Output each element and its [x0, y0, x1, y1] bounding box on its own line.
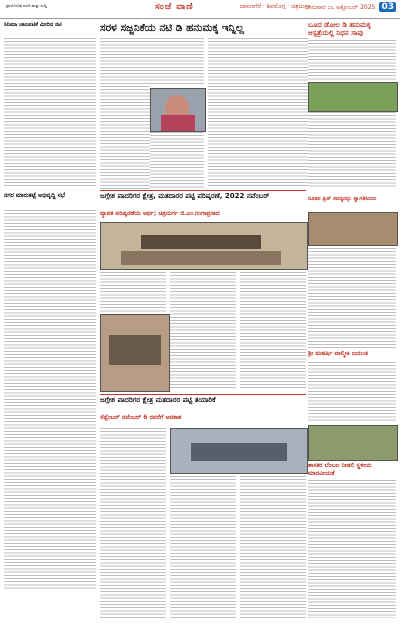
bottom-headline: ಜಗ್ಗೇಶ ಪಾದರಿಗರ ಕ್ಷೇತ್ರ ಮತದಾರರ ಪಟ್ಟಿ ತಯಾರಿಕೆ: [100, 396, 216, 404]
main-headline: ಸರಳ ಸಜ್ಜನಿಕೆಯ ನಟಿ ಡಿ ಹನುಮಕ್ಕ ಇನ್ನಿಲ್ಲ: [100, 22, 244, 34]
issue-date: ಭಾನುವಾರ ೦೬ ಅಕ್ಟೋಬರ್ 2025: [305, 4, 376, 11]
bottom-article-col-3: [240, 476, 306, 618]
top-right-headline: ಬೂದ ಡೋಲ ಡಿ ಹನುಮಕ್ಕ ಆಸ್ಪತ್ರೆಯಲ್ಲಿ ನಿಧನ ಸಾವು: [308, 21, 371, 37]
right-bottom-text: [308, 480, 396, 618]
main-article-col-1: [100, 38, 150, 138]
left-mid-headline: ನಗರ ಮಾರುಕಟ್ಟೆ ಅಭಿವೃದ್ಧಿ ಸಭೆ: [4, 192, 66, 199]
right-bottom-headline: ಶಾಸಕರ ಬೆಂಬಲ ನೀಡಲಿ ಸ್ಥಳೀಯ ಮಾನವೀಯತೆ: [308, 462, 372, 477]
left-top-headline: ಸಿನಿಮಾ ಚಟುವಟಿಕೆ ಮೀರಿದ ನಟಿ: [4, 22, 62, 28]
top-right-text: [308, 40, 396, 80]
divider-line-2: [100, 394, 306, 395]
bottom-article-col-2: [170, 476, 236, 618]
group-photo-1: [308, 82, 398, 112]
main-article-col-mid-2: [150, 132, 204, 188]
top-right-text-2: [308, 112, 396, 187]
main-article-col-2: [208, 38, 308, 188]
group-photo-3: [308, 425, 398, 461]
middle-subheadline: ವ್ಯಾಪಕ ಪರಿಷ್ಕರಣೆಯ ಆರ್ಥ; ಚಿತ್ರದುರ್ಗ ಜಿ.ಎಂ.ಗಂಗಾಪ್ರಸಾದ: [100, 210, 220, 217]
meeting-photo: [100, 222, 308, 270]
right-lower-headline: ಶ್ರೀ ಮಹರ್ಷಿ ವಾಲ್ಮೀಕಿ ಜಯಂತಿ: [308, 350, 369, 357]
middle-article-col-2: [170, 272, 236, 390]
bottom-subheadline: ಸೆಪ್ಟೆಂಬರ್ ನವೆಂಬರ್ 6 ರವರೆಗೆ ಅವಕಾಶ: [100, 414, 182, 421]
middle-article-col-3: [240, 272, 306, 390]
middle-headline: ಜಗ್ಗೇಶ ಪಾದರಿಗರ ಕ್ಷೇತ್ರ, ಮತದಾರರ ಪಟ್ಟಿ ಪರಿಷ್ಕರಣೆ, 2022 ನವೆಂಬರ್: [100, 192, 270, 200]
right-mid-headline: ನೂತನ ಪ್ರಿನ್ ಸದಸ್ಯರನ್ನು ಸ್ವಾಗತಿಸಿದರು: [308, 196, 377, 202]
main-article-col-mid: [150, 38, 204, 86]
right-lower-text: [308, 362, 396, 422]
left-column-text-2: [4, 210, 96, 590]
left-column-text-1: [4, 38, 96, 188]
masthead: [0, 0, 400, 19]
masthead-left-text: ಪ್ರಾಯೋಜಿತ ವರದಿ ಮತ್ತು ಸುದ್ದಿ: [6, 3, 47, 8]
portrait-photo: [150, 88, 206, 132]
bottom-article-col-1: [100, 428, 166, 618]
section-label: ದಾವಣಗೆರೆ · ಶಿವಮೊಗ್ಗ · ಚಿತ್ರದುರ್ಗ: [240, 3, 311, 10]
main-article-col-1b: [100, 140, 150, 190]
bottom-meeting-photo: [170, 428, 308, 474]
meeting-photo-2: [100, 314, 170, 392]
right-column-text: [308, 248, 396, 348]
middle-article-col-1: [100, 272, 166, 312]
group-photo-2: [308, 212, 398, 246]
newspaper-brand: ಸಂಜೆ ವಾಣಿ: [155, 2, 194, 12]
divider-line: [100, 190, 306, 191]
page-number: 03: [381, 2, 394, 12]
